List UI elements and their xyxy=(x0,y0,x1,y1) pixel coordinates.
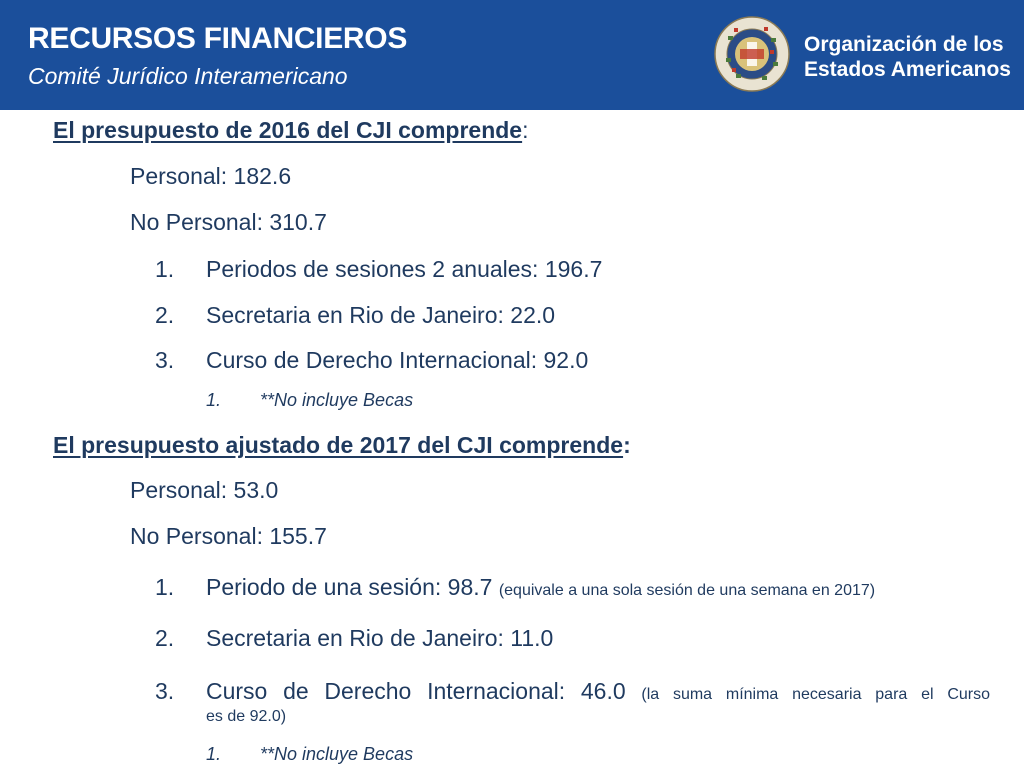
list-item: Secretaria en Rio de Janeiro: 11.0 xyxy=(206,625,554,651)
no-personal-2017: No Personal: 155.7 xyxy=(130,523,327,549)
list-item-note-continuation: es de 92.0) xyxy=(206,708,287,725)
heading-2017-colon: : xyxy=(623,432,631,458)
organization-name xyxy=(804,32,1011,82)
personal-2017: Personal: 53.0 xyxy=(130,477,279,503)
heading-2016-text: El presupuesto de 2016 del CJI comprende xyxy=(53,117,523,143)
becas-note-2017: **No incluye Becas xyxy=(260,744,414,764)
org-line-2: Estados Americanos xyxy=(804,58,1011,81)
list-item: Curso de Derecho Internacional: 92.0 xyxy=(206,347,589,373)
list-number: 1. xyxy=(155,256,175,282)
list-item: Secretaria en Rio de Janeiro: 22.0 xyxy=(206,302,556,328)
list-item xyxy=(206,678,990,708)
heading-2016-colon: : xyxy=(522,117,529,143)
list-item-note: (equivale a una sola sesión de una semana en 2017) xyxy=(498,582,876,599)
slide-subtitle: Comité Jurídico Interamericano xyxy=(28,63,348,89)
list-item-text: Periodo de una sesión: 98.7 xyxy=(206,574,493,600)
sub-list-number: 1. xyxy=(206,390,222,410)
list-item: Periodos de sesiones 2 anuales: 196.7 xyxy=(206,256,603,282)
list-number: 3. xyxy=(155,678,175,704)
org-line-1: Organización de los xyxy=(804,33,1004,56)
list-number: 2. xyxy=(155,302,175,328)
becas-note-2016: **No incluye Becas xyxy=(260,390,414,410)
no-personal-2016: No Personal: 310.7 xyxy=(130,209,327,235)
header-bar xyxy=(0,0,1024,110)
slide-content xyxy=(0,110,1024,768)
slide-title: RECURSOS FINANCIEROS xyxy=(28,22,408,55)
list-item xyxy=(206,574,875,601)
heading-2017-text: El presupuesto ajustado de 2017 del CJI comprende xyxy=(53,432,624,458)
list-number: 1. xyxy=(155,574,175,600)
personal-2016: Personal: 182.6 xyxy=(130,163,292,189)
sub-list-number: 1. xyxy=(206,744,222,764)
list-item-note: (la suma mínima necesaria para el Curso xyxy=(641,686,990,703)
list-number: 2. xyxy=(155,625,175,651)
heading-2017 xyxy=(53,432,631,459)
list-number: 3. xyxy=(155,347,175,373)
oas-seal-icon xyxy=(714,16,790,92)
heading-2016 xyxy=(53,117,529,144)
list-item-text: Curso de Derecho Internacional: 46.0 xyxy=(206,678,626,704)
